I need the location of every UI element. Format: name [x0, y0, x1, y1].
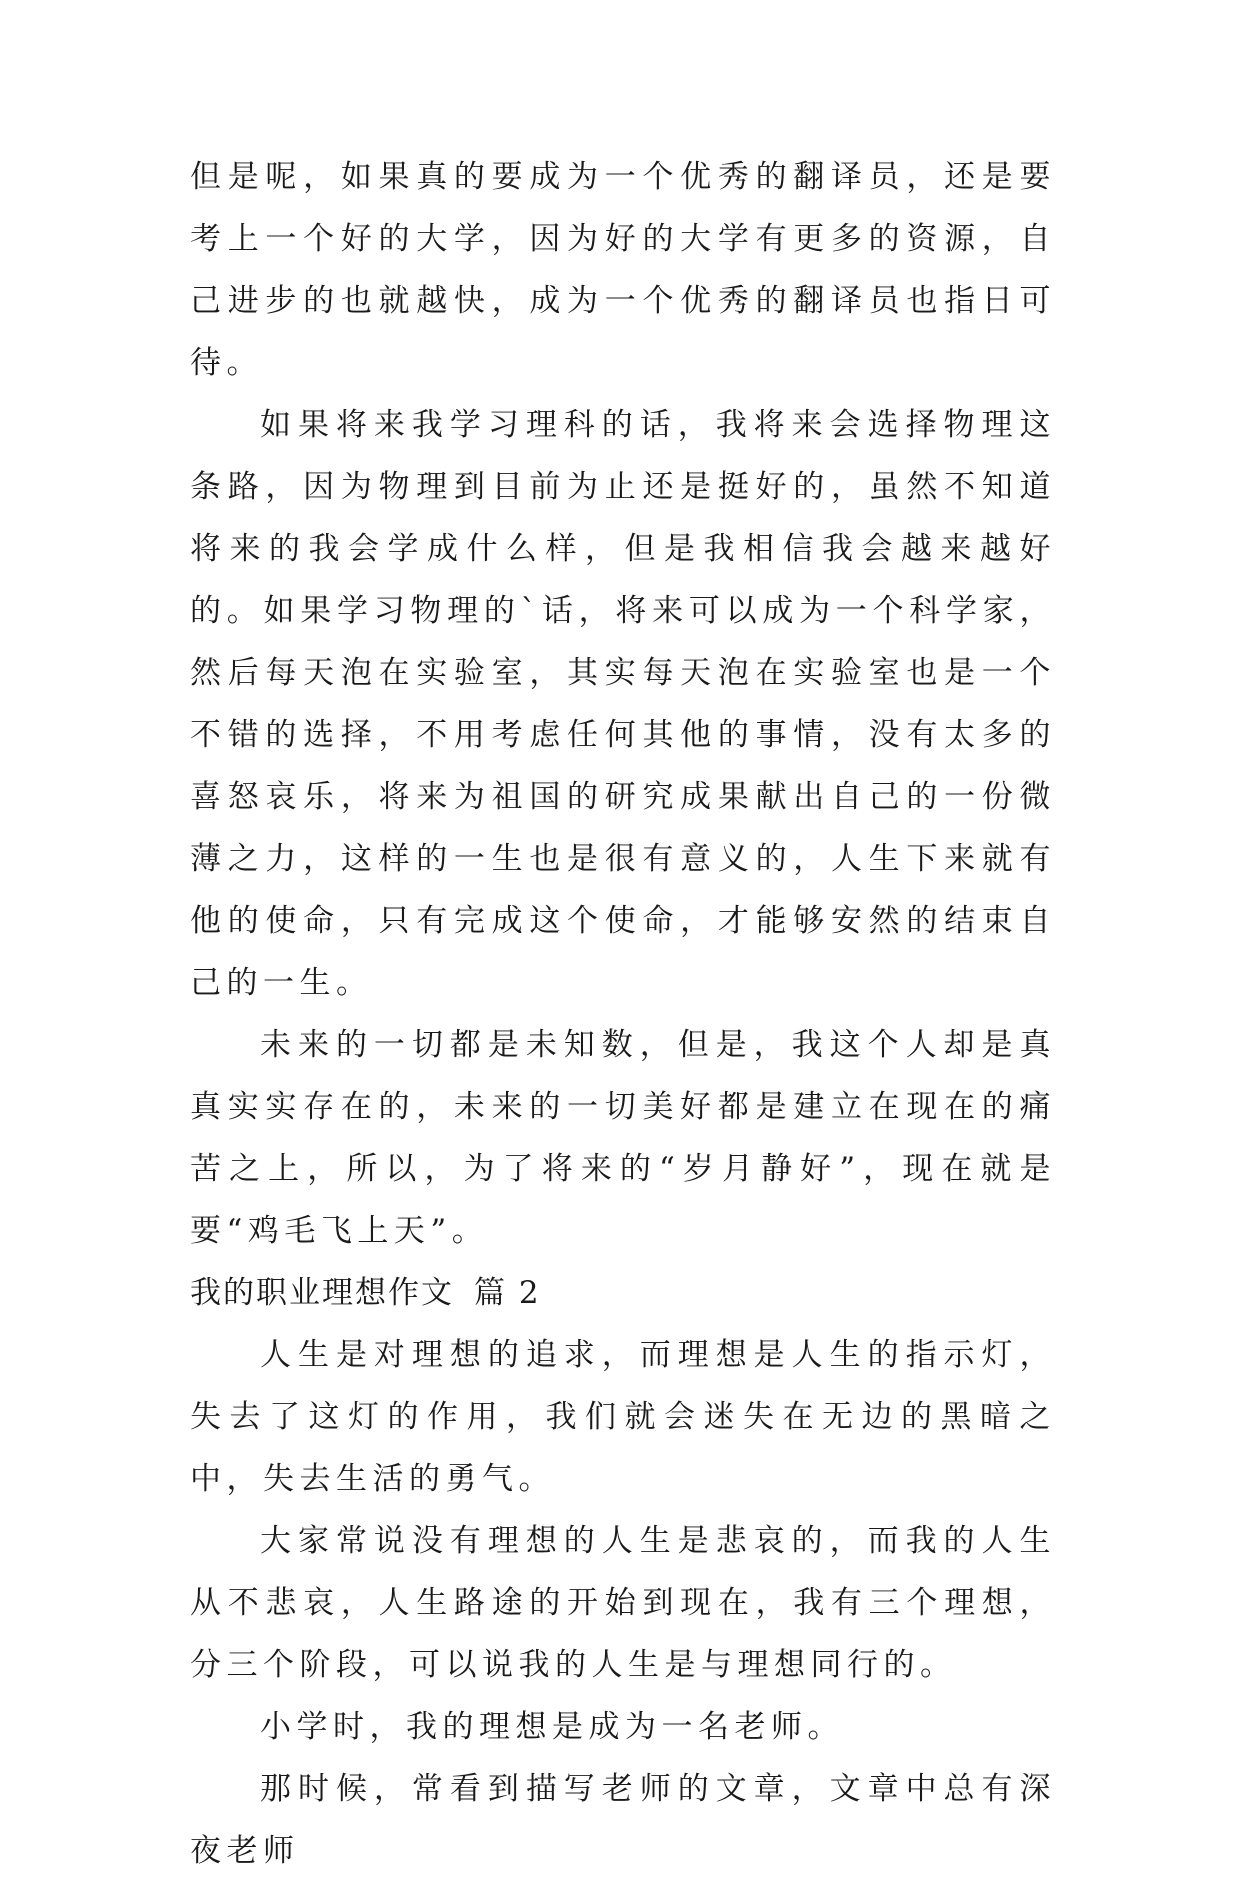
section-label: 篇 2 — [474, 1275, 541, 1311]
paragraph-primary-school: 小学时，我的理想是成为一名老师。 — [260, 1709, 844, 1745]
document-body — [190, 146, 1056, 1882]
paragraph-physics: 如果将来我学习理科的话，我将来会选择物理这条路，因为物理到目前为止还是挺好的，虽然不知道将来的我会学成什么样，但是我相信我会越来越好的。如果学习物理的`话，将来可以成为一个科学家，然后每天泡在实验室，其实每天泡在实验室也是一个不错的选择，不用考虑任何其他的事情，没有太多的喜怒哀乐，将来为祖国的研究成果献出自己的一份微薄之力，这样的一生也是很有意义的，人生下来就有他的使命，只有完成这个使命，才能够安然的结束自己的一生。 — [190, 407, 1056, 1001]
section-title: 我的职业理想作文 — [190, 1275, 454, 1311]
paragraph-future: 未来的一切都是未知数，但是，我这个人却是真真实实存在的，未来的一切美好都是建立在现在的痛苦之上，所以，为了将来的“岁月静好”，现在就是要“鸡毛飞上天”。 — [190, 1027, 1056, 1249]
paragraph-ideal-lamp: 人生是对理想的追求，而理想是人生的指示灯，失去了这灯的作用，我们就会迷失在无边的黑暗之中，失去生活的勇气。 — [190, 1337, 1056, 1497]
paragraph-back-then: 那时候，常看到描写老师的文章，文章中总有深夜老师 — [190, 1771, 1056, 1869]
paragraph-translator: 但是呢，如果真的要成为一个优秀的翻译员，还是要考上一个好的大学，因为好的大学有更多的资源，自己进步的也就越快，成为一个优秀的翻译员也指日可待。 — [190, 159, 1056, 381]
paragraph-three-ideals: 大家常说没有理想的人生是悲哀的，而我的人生从不悲哀，人生路途的开始到现在，我有三个理想，分三个阶段，可以说我的人生是与理想同行的。 — [190, 1523, 1056, 1683]
section-heading — [190, 1262, 1056, 1324]
